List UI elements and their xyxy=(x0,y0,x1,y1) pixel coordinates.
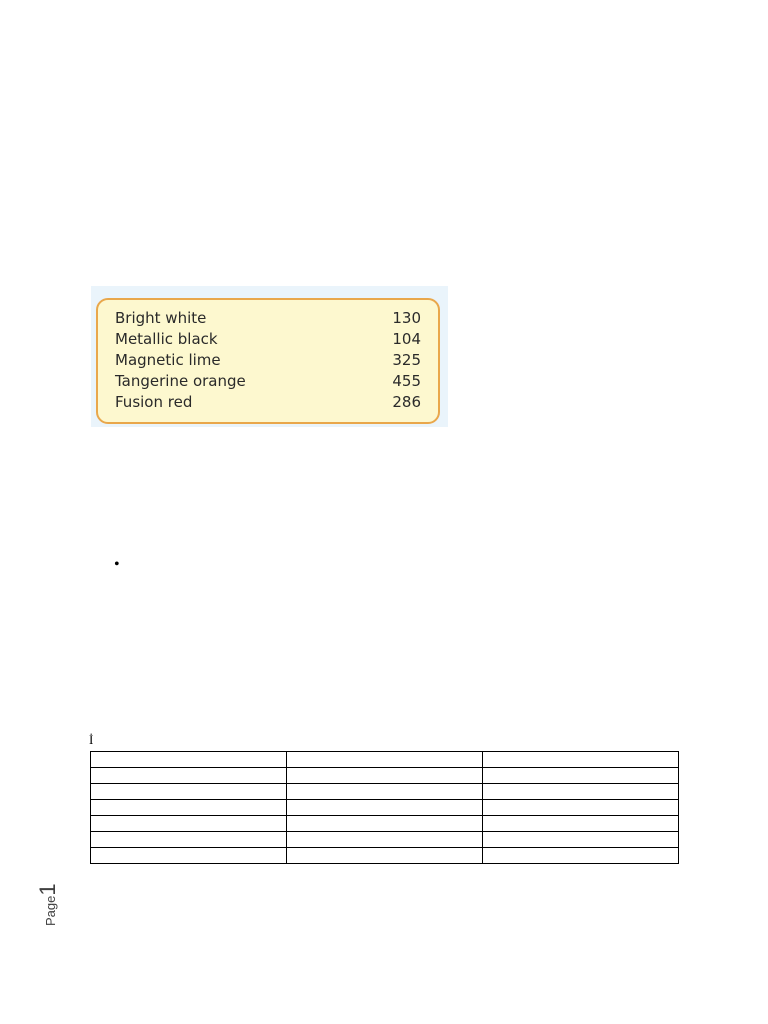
table-row xyxy=(91,832,679,848)
table-cell[interactable] xyxy=(287,800,483,816)
color-row xyxy=(115,371,421,392)
table-cell[interactable] xyxy=(287,816,483,832)
answer-table xyxy=(90,751,679,864)
color-row xyxy=(115,350,421,371)
page-word: Page xyxy=(43,895,58,926)
text-cursor-mark: İ xyxy=(89,732,94,747)
color-name: Tangerine orange xyxy=(115,372,246,390)
table-row xyxy=(91,848,679,864)
table-cell[interactable] xyxy=(287,784,483,800)
table-row xyxy=(91,752,679,768)
empty-bullet-point[interactable]: • xyxy=(114,556,120,573)
table-row xyxy=(91,816,679,832)
table-cell[interactable] xyxy=(483,784,679,800)
color-row xyxy=(115,392,421,413)
table-cell[interactable] xyxy=(91,752,287,768)
table-cell[interactable] xyxy=(287,832,483,848)
table-cell[interactable] xyxy=(91,784,287,800)
table-cell[interactable] xyxy=(483,848,679,864)
table-cell[interactable] xyxy=(483,768,679,784)
table-cell[interactable] xyxy=(483,752,679,768)
table-row xyxy=(91,784,679,800)
color-name: Metallic black xyxy=(115,330,218,348)
color-name: Fusion red xyxy=(115,393,193,411)
page-number-footer xyxy=(35,883,61,926)
color-name: Magnetic lime xyxy=(115,351,221,369)
color-count: 325 xyxy=(392,351,421,369)
table-cell[interactable] xyxy=(91,768,287,784)
table-cell[interactable] xyxy=(287,752,483,768)
table-cell[interactable] xyxy=(91,832,287,848)
table-cell[interactable] xyxy=(483,816,679,832)
color-name: Bright white xyxy=(115,309,207,327)
color-row xyxy=(115,329,421,350)
table-cell[interactable] xyxy=(483,800,679,816)
table-cell[interactable] xyxy=(287,848,483,864)
table-cell[interactable] xyxy=(483,832,679,848)
color-count: 104 xyxy=(392,330,421,348)
color-count: 455 xyxy=(392,372,421,390)
color-count: 286 xyxy=(392,393,421,411)
table-cell[interactable] xyxy=(287,768,483,784)
table-cell[interactable] xyxy=(91,816,287,832)
table-row xyxy=(91,800,679,816)
table-cell[interactable] xyxy=(91,800,287,816)
color-count-box xyxy=(96,298,440,424)
table-row xyxy=(91,768,679,784)
page-number: 1 xyxy=(35,883,60,896)
color-count: 130 xyxy=(392,309,421,327)
color-row xyxy=(115,308,421,329)
table-cell[interactable] xyxy=(91,848,287,864)
